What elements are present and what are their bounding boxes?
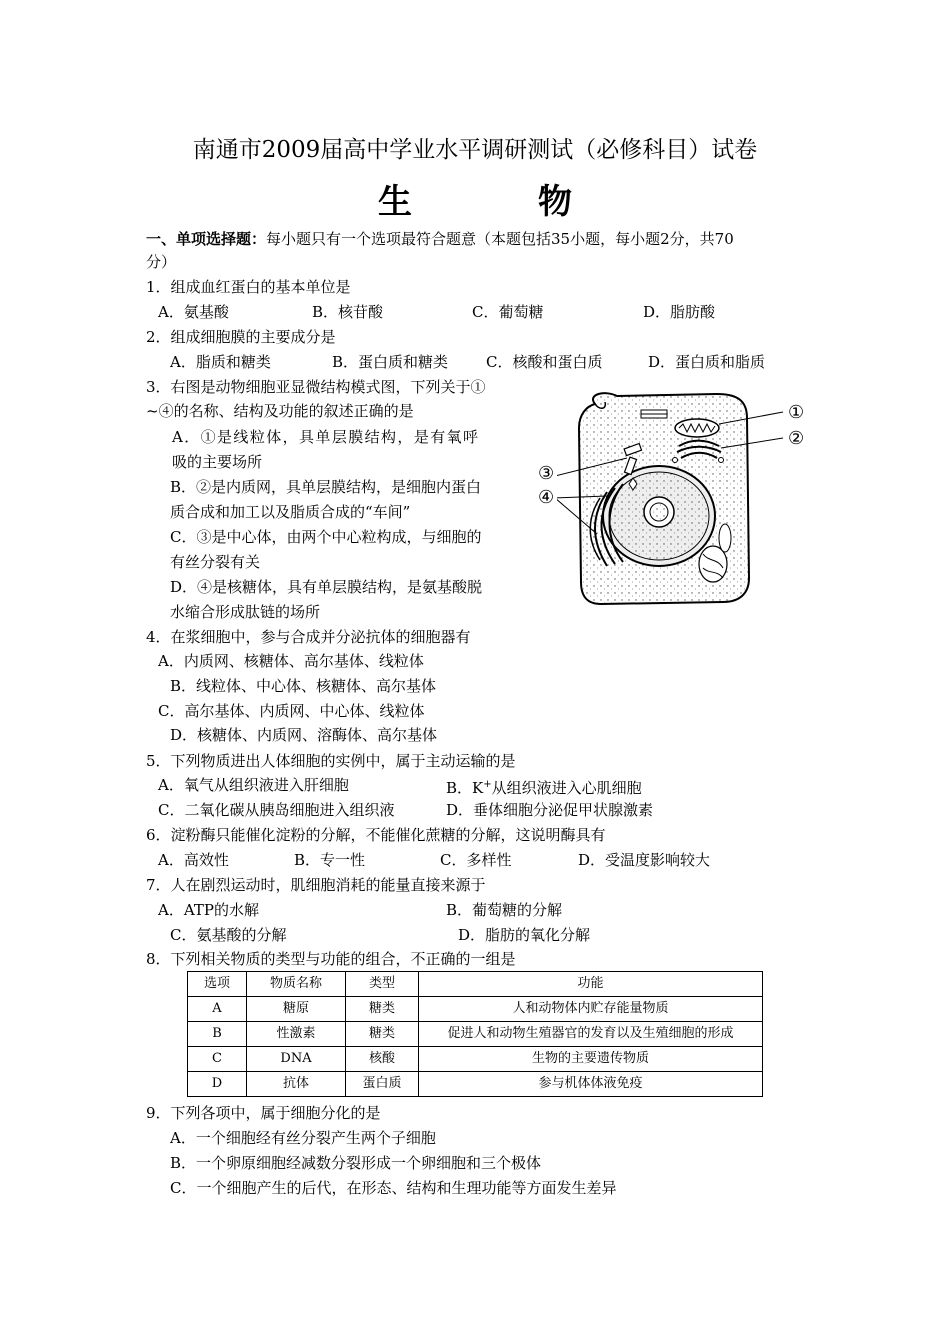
table-cell: D [188,1072,247,1097]
subject-heading [0,180,950,224]
table-cell: 性激素 [247,1022,346,1047]
q7-option-c: C．氨基酸的分解 [170,926,287,944]
table-cell: 参与机体体液免疫 [419,1072,763,1097]
q2-option-a: A．脂质和糖类 [170,353,271,371]
exam-title: 南通市2009届高中学业水平调研测试（必修科目）试卷 [192,137,758,163]
q4-stem: 4．在浆细胞中，参与合成并分泌抗体的细胞器有 [146,628,471,646]
q7-option-d: D．脂肪的氧化分解 [458,926,591,944]
figure-label-3: ③ [538,463,555,484]
q5-option-a: A．氧气从组织液进入肝细胞 [158,776,349,794]
q3-option-d: D．④是核糖体，具有单层膜结构，是氨基酸脱 [170,578,483,596]
q1-option-b: B．核苷酸 [312,303,384,321]
q8-stem: 8．下列相关物质的类型与功能的组合，不正确的一组是 [146,950,516,968]
q5-option-c: C．二氧化碳从胰岛细胞进入组织液 [158,801,395,819]
q5-stem: 5．下列物质进出人体细胞的实例中，属于主动运输的是 [146,752,516,770]
q1-option-d: D．脂肪酸 [643,303,716,321]
section-instructions-cont: 分） [146,253,177,271]
table-header: 功能 [419,972,763,997]
q7-option-b: B．葡萄糖的分解 [446,901,563,919]
table-cell: A [188,997,247,1022]
table-cell: 促进人和动物生殖器官的发育以及生殖细胞的形成 [419,1022,763,1047]
q6-option-d: D．受温度影响较大 [578,851,711,869]
q7-stem: 7．人在剧烈运动时，肌细胞消耗的能量直接来源于 [146,876,486,894]
q3-option-a-cont: 吸的主要场所 [172,453,263,471]
table-row [188,1022,763,1047]
q3-stem-line2: ~④的名称、结构及功能的叙述正确的是 [146,402,414,420]
q6-option-a: A．高效性 [158,851,229,869]
q8-table [187,971,763,1097]
table-cell: B [188,1022,247,1047]
q2-option-c: C．核酸和蛋白质 [486,353,603,371]
table-cell: 核酸 [346,1047,419,1072]
q4-option-b: B．线粒体、中心体、核糖体、高尔基体 [170,677,437,695]
section-instructions: 每小题只有一个选项最符合题意（本题包括35小题，每小题2分，共70 [266,230,734,248]
q9-stem: 9．下列各项中，属于细胞分化的是 [146,1104,381,1122]
q3-option-c-cont: 有丝分裂有关 [170,553,261,571]
q6-option-c: C．多样性 [440,851,512,869]
table-cell: 生物的主要遗传物质 [419,1047,763,1072]
q3-stem-line1: 3．右图是动物细胞亚显微结构模式图，下列关于① [146,378,486,396]
q5-option-d: D．垂体细胞分泌促甲状腺激素 [446,801,654,819]
table-header: 选项 [188,972,247,997]
q6-option-b: B．专一性 [294,851,366,869]
animal-cell-diagram [557,388,823,614]
q3-option-b-cont: 质合成和加工以及脂质合成的“车间” [170,503,411,521]
q6-stem: 6．淀粉酶只能催化淀粉的分解，不能催化蔗糖的分解，这说明酶具有 [146,826,606,844]
q3-option-c: C．③是中心体，由两个中心粒构成，与细胞的 [170,528,482,546]
q9-option-b: B．一个卵原细胞经减数分裂形成一个卵细胞和三个极体 [170,1154,542,1172]
figure-label-2: ② [788,428,805,449]
q4-option-c: C．高尔基体、内质网、中心体、线粒体 [158,702,425,720]
table-cell: 糖类 [346,1022,419,1047]
table-cell: 糖原 [247,997,346,1022]
q1-option-c: C．葡萄糖 [472,303,544,321]
section-header [146,229,734,249]
q3-option-b: B．②是内质网，具单层膜结构，是细胞内蛋白 [170,478,482,496]
q4-option-a: A．内质网、核糖体、高尔基体、线粒体 [158,652,424,670]
table-row [188,1047,763,1072]
table-header-row [188,972,763,997]
figure-label-1: ① [788,402,805,423]
q9-option-c: C．一个细胞产生的后代，在形态、结构和生理功能等方面发生差异 [170,1179,617,1197]
table-cell: 人和动物体内贮存能量物质 [419,997,763,1022]
table-cell: 糖类 [346,997,419,1022]
table-cell: 抗体 [247,1072,346,1097]
q7-option-a: A．ATP的水解 [158,901,259,919]
q4-option-d: D．核糖体、内质网、溶酶体、高尔基体 [170,726,438,744]
table-cell: 蛋白质 [346,1072,419,1097]
q1-stem: 1．组成血红蛋白的基本单位是 [146,278,351,296]
q1-option-a: A．氨基酸 [158,303,229,321]
subject-char-1: 生 [378,182,412,222]
table-header: 物质名称 [247,972,346,997]
section-label: 一、单项选择题： [146,230,267,248]
q5-option-b-superscript: + [483,779,492,790]
q2-stem: 2．组成细胞膜的主要成分是 [146,328,336,346]
table-cell: C [188,1047,247,1072]
q3-option-d-cont: 水缩合形成肽链的场所 [170,603,321,621]
figure-label-4: ④ [538,487,555,508]
table-cell: DNA [247,1047,346,1072]
subject-char-2: 物 [538,182,572,222]
q9-option-a: A．一个细胞经有丝分裂产生两个子细胞 [170,1129,436,1147]
table-row [188,1072,763,1097]
q3-option-a: A．①是线粒体，具单层膜结构，是有氧呼 [172,428,480,446]
animal-cell-figure [557,388,823,614]
q5-option-b-text: 从组织液进入心肌细胞 [491,779,642,797]
q2-option-d: D．蛋白质和脂质 [648,353,766,371]
q5-option-b [446,775,642,798]
q5-option-b-prefix: B．K [446,779,484,797]
table-header: 类型 [346,972,419,997]
q2-option-b: B．蛋白质和糖类 [332,353,449,371]
table-row [188,997,763,1022]
